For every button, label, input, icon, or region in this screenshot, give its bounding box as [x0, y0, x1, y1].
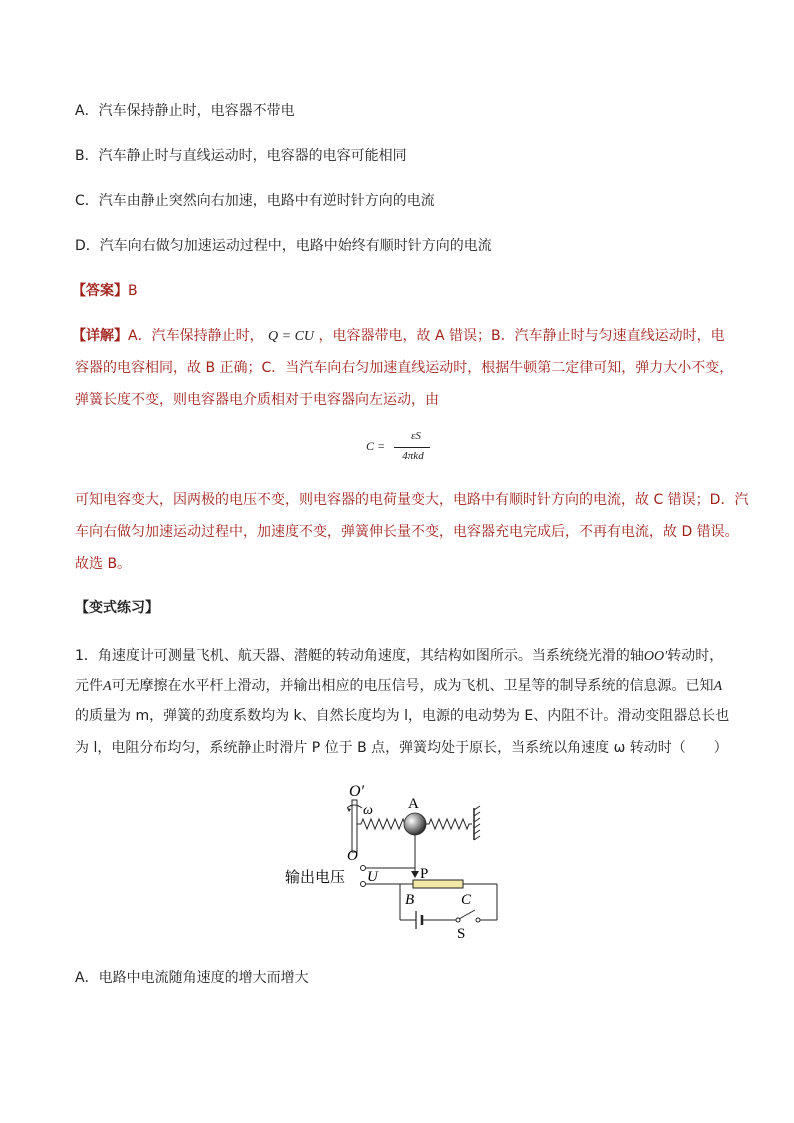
answer-line — [72, 281, 138, 301]
option-a: A．汽车保持静止时，电容器不带电 — [75, 103, 295, 119]
question-line-3: 的质量为 m，弹簧的劲度系数均为 k、自然长度均为 l，电源的电动势为 E、内阻不计。滑动变阻器总长也 — [75, 708, 730, 724]
detail-line-6: 故选 B。 — [75, 556, 132, 572]
section-title: 【变式练习】 — [75, 600, 159, 616]
question-line-4: 为 l，电阻分布均匀，系统静止时滑片 P 位于 B 点，弹簧均处于原长，当系统以角速度 ω 转动时（ ） — [75, 740, 728, 756]
angular-velocity-meter-diagram — [283, 780, 513, 948]
mass-ball — [404, 813, 426, 835]
element-symbol: A — [103, 679, 112, 694]
right-spring — [426, 819, 472, 829]
detail-line-5: 车向右做匀加速运动过程中，加速度不变，弹簧伸长量不变，电容器充电完成后，不再有电流，故 D 错误。 — [75, 524, 739, 540]
axis-symbol: OO′ — [643, 649, 668, 664]
label-output-voltage: 输出电压 — [285, 868, 346, 886]
terminal-o — [361, 866, 366, 871]
option-b: B．汽车静止时与直线运动时，电容器的电容可能相同 — [75, 148, 407, 164]
question-line-1 — [75, 646, 723, 667]
question-text: 可无摩擦在水平杆上滑动，并输出相应的电压信号，成为飞机、卫星等的制导系统的信息源。已知 — [111, 678, 714, 694]
next-option-a: A．电路中电流随角速度的增大而增大 — [75, 970, 309, 986]
label-u: U — [367, 869, 378, 885]
formula-lhs: C = — [366, 439, 386, 453]
detail-line-4: 可知电容变大，因两极的电压不变，则电容器的电荷量变大，电路中有顺时针方向的电流，故 C 错误；D．汽 — [75, 492, 749, 508]
arrow-head-icon — [347, 808, 351, 812]
terminal-u — [361, 882, 366, 887]
detail-text: A．汽车保持静止时， — [128, 328, 264, 344]
label-c: C — [461, 892, 472, 908]
question-text: 转动时， — [667, 648, 724, 664]
detail-line-2: 容器的电容相同，故 B 正确；C．当汽车向右匀加速直线运动时，根据牛顿第二定律可知，弹力大小不变， — [75, 360, 734, 376]
wall-hatching — [474, 806, 480, 840]
label-p: P — [420, 866, 429, 882]
slider-arrow-icon — [411, 871, 419, 878]
switch-contact — [476, 918, 480, 922]
answer-value: B — [128, 283, 138, 299]
question-text: 1．角速度计可测量飞机、航天器、潜艇的转动角速度，其结构如图所示。当系统绕光滑的轴 — [75, 648, 644, 664]
switch-blade — [459, 910, 475, 919]
question-text: 元件 — [75, 678, 103, 694]
element-symbol: A — [713, 679, 723, 694]
label-o-prime: O′ — [349, 783, 365, 800]
option-d: D．汽车向右做匀加速运动过程中，电路中始终有顺时针方向的电流 — [75, 238, 492, 254]
label-a: A — [408, 796, 419, 812]
option-c: C．汽车由静止突然向右加速，电路中有逆时针方向的电流 — [75, 193, 435, 209]
axis-rod — [352, 800, 357, 852]
label-omega: ω — [363, 803, 373, 818]
label-s: S — [457, 926, 466, 942]
label-o: O — [347, 848, 358, 864]
left-spring — [357, 819, 408, 829]
fraction-bar — [394, 447, 430, 448]
detail-text: ，电容器带电，故 A 错误；B．汽车静止时与匀速直线运动时，电 — [318, 328, 725, 344]
formula-denominator: 4πkd — [402, 450, 424, 462]
label-b: B — [405, 892, 415, 908]
charge-formula: Q = CU — [268, 329, 315, 344]
answer-label: 【答案】 — [72, 283, 128, 299]
detail-label: 【详解】 — [72, 328, 128, 344]
detail-line-3: 弹簧长度不变，则电容器电介质相对于电容器向左运动，由 — [75, 392, 439, 408]
detail-line-1 — [72, 326, 725, 347]
question-line-2 — [75, 676, 722, 697]
capacitance-formula — [366, 428, 436, 468]
formula-numerator: εS — [411, 430, 421, 442]
